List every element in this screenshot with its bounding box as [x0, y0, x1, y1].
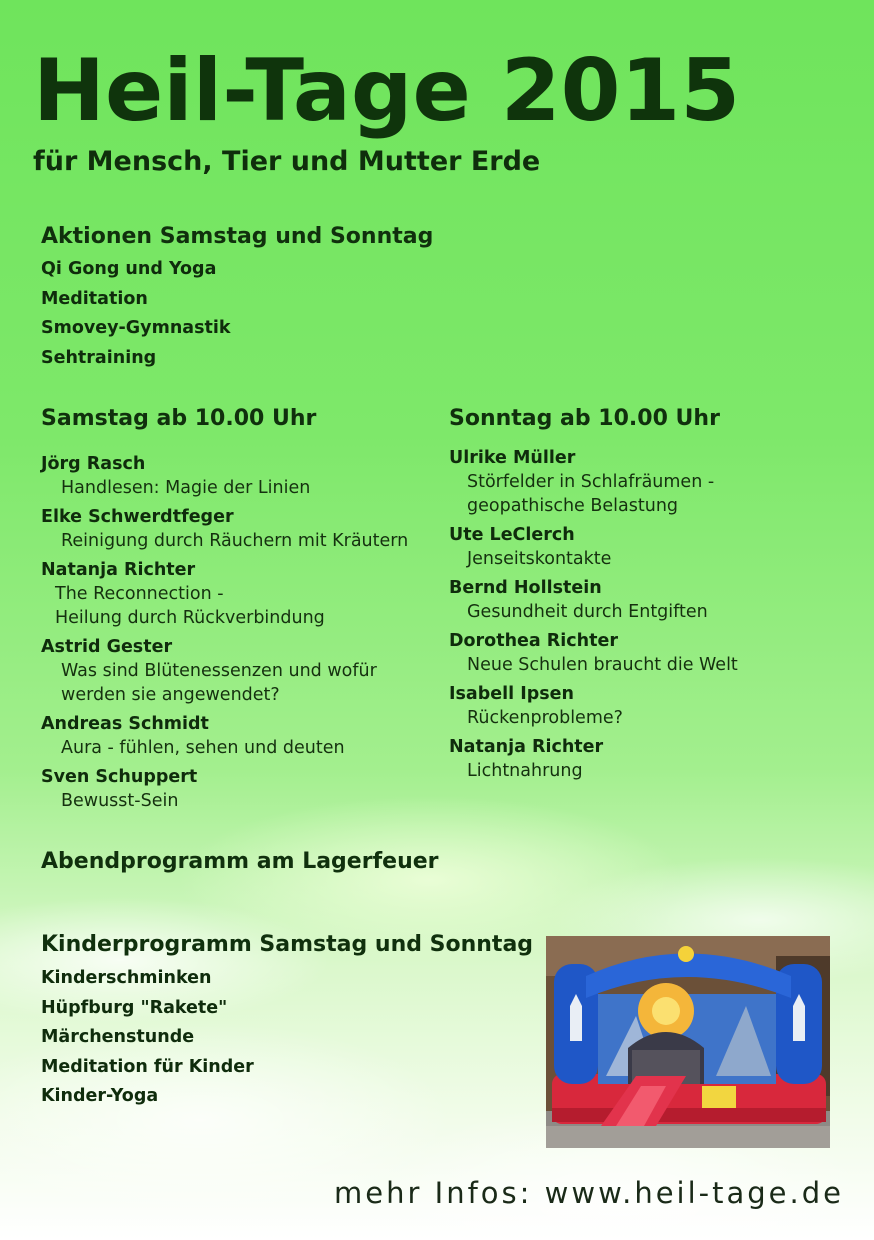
list-item: Smovey-Gymnastik — [41, 318, 231, 338]
list-item: Märchenstunde — [41, 1027, 195, 1047]
kids-heading: Kinderprogramm Samstag und Sonntag — [41, 932, 534, 957]
program-item — [41, 452, 441, 500]
sunday-program — [449, 446, 849, 788]
program-item — [449, 735, 849, 783]
talk-topic: Aura - fühlen, sehen und deuten — [61, 738, 345, 758]
talk-topic: Handlesen: Magie der Linien — [61, 478, 311, 498]
list-item: Kinder-Yoga — [41, 1086, 159, 1106]
evening-heading: Abendprogramm am Lagerfeuer — [41, 849, 439, 874]
bouncy-castle-illustration — [546, 936, 830, 1148]
actions-heading: Aktionen Samstag und Sonntag — [41, 224, 434, 249]
saturday-program — [41, 452, 441, 818]
speaker-name: Ute LeClerch — [449, 525, 575, 545]
program-item — [41, 505, 441, 553]
program-item — [449, 576, 849, 624]
speaker-name: Natanja Richter — [449, 737, 604, 757]
talk-topic: Bewusst-Sein — [61, 791, 179, 811]
actions-list — [41, 255, 231, 373]
speaker-name: Bernd Hollstein — [449, 578, 602, 598]
speaker-name: Isabell Ipsen — [449, 684, 575, 704]
talk-topic: Gesundheit durch Entgiften — [467, 602, 708, 622]
program-item — [449, 523, 849, 571]
speaker-name: Natanja Richter — [41, 560, 196, 580]
program-item — [41, 765, 441, 813]
speaker-name: Ulrike Müller — [449, 448, 576, 468]
footer-website: mehr Infos: www.heil-tage.de — [334, 1176, 844, 1210]
program-item — [449, 682, 849, 730]
list-item: Qi Gong und Yoga — [41, 259, 217, 279]
speaker-name: Jörg Rasch — [41, 454, 146, 474]
talk-topic: Lichtnahrung — [467, 761, 583, 781]
talk-topic: Störfelder in Schlafräumen - — [467, 472, 715, 492]
speaker-name: Andreas Schmidt — [41, 714, 209, 734]
list-item: Meditation — [41, 288, 148, 309]
program-item — [41, 635, 441, 707]
talk-topic: Was sind Blütenessenzen und wofür — [61, 661, 377, 681]
talk-topic: The Reconnection - — [55, 584, 224, 604]
bouncy-castle-photo — [546, 936, 830, 1148]
speaker-name: Elke Schwerdtfeger — [41, 507, 234, 527]
list-item: Sehtraining — [41, 347, 157, 368]
speaker-name: Sven Schuppert — [41, 767, 198, 787]
program-item — [449, 629, 849, 677]
talk-topic: Reinigung durch Räuchern mit Kräutern — [61, 531, 409, 551]
program-item — [449, 446, 849, 518]
page-subtitle: für Mensch, Tier und Mutter Erde — [33, 146, 541, 177]
program-item — [41, 712, 441, 760]
talk-topic-continued: geopathische Belastung — [467, 496, 679, 516]
program-item — [41, 558, 441, 630]
list-item: Meditation für Kinder — [41, 1056, 254, 1077]
page-title: Heil-Tage 2015 — [33, 41, 741, 141]
talk-topic: Rückenprobleme? — [467, 708, 623, 728]
talk-topic: Neue Schulen braucht die Welt — [467, 655, 738, 675]
list-item: Kinderschminken — [41, 968, 212, 988]
kids-list — [41, 964, 254, 1112]
speaker-name: Astrid Gester — [41, 637, 173, 657]
sunday-heading: Sonntag ab 10.00 Uhr — [449, 406, 720, 431]
talk-topic-continued: werden sie angewendet? — [61, 685, 280, 705]
list-item: Hüpfburg "Rakete" — [41, 997, 228, 1018]
speaker-name: Dorothea Richter — [449, 631, 618, 651]
saturday-heading: Samstag ab 10.00 Uhr — [41, 406, 317, 431]
talk-topic-continued: Heilung durch Rückverbindung — [55, 608, 325, 628]
talk-topic: Jenseitskontakte — [467, 549, 612, 569]
